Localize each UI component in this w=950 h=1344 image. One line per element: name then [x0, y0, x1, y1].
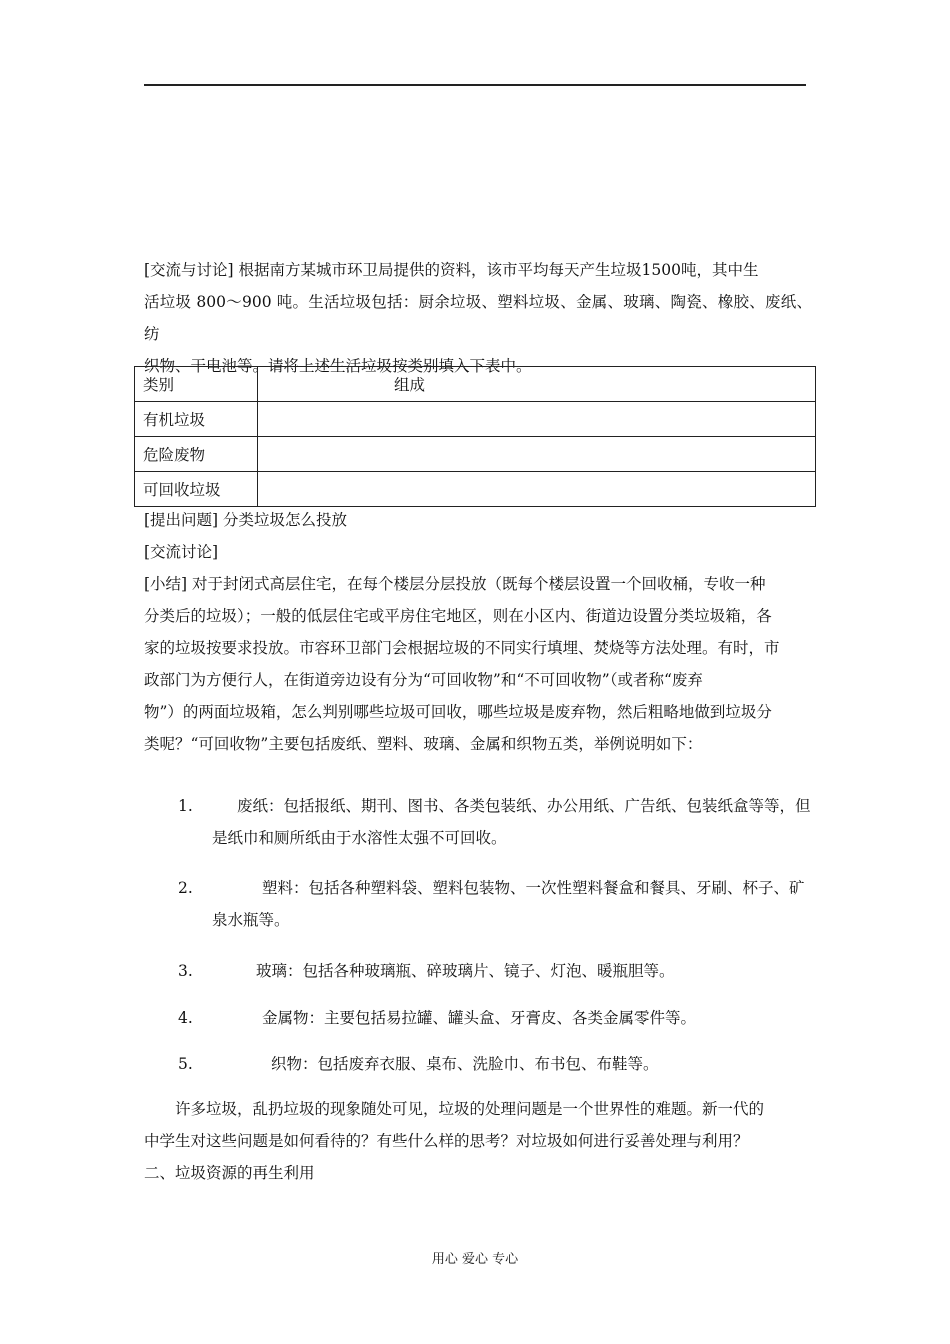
summary-line: [小结] 对于封闭式高层住宅，在每个楼层分层投放（既每个楼层设置一个回收桶，专收一种	[144, 575, 766, 593]
list-number: 3.	[178, 962, 193, 980]
row-category: 可回收垃圾	[135, 472, 258, 507]
list-text: 泉水瓶等。	[212, 911, 290, 929]
list-text: 是纸巾和厕所纸由于水溶性太强不可回收。	[212, 829, 507, 847]
list-number: 2.	[178, 879, 193, 897]
header-category: 类别	[135, 367, 258, 402]
list-number: 1.	[178, 797, 193, 815]
closing-line: 许多垃圾，乱扔垃圾的现象随处可见，垃圾的处理问题是一个世界性的难题。新一代的	[175, 1100, 765, 1118]
question-line: [提出问题] 分类垃圾怎么投放	[144, 511, 348, 529]
list-text: 玻璃：包括各种玻璃瓶、碎玻璃片、镜子、灯泡、暖瓶胆等。	[256, 962, 675, 980]
list-text: 塑料：包括各种塑料袋、塑料包装物、一次性塑料餐盒和餐具、牙刷、杯子、矿	[262, 879, 805, 897]
closing-line: 中学生对这些问题是如何看待的？有些什么样的思考？对垃圾如何进行妥善处理与利用？	[144, 1132, 749, 1150]
intro-line-2: 活垃圾 800～900 吨。生活垃圾包括：厨余垃圾、塑料垃圾、金属、玻璃、陶瓷、橡胶、废纸、纺	[144, 293, 812, 343]
row-composition	[258, 437, 816, 472]
header-composition: 组成	[258, 367, 816, 402]
summary-line: 类呢？“可回收物”主要包括废纸、塑料、玻璃、金属和织物五类，举例说明如下：	[144, 735, 703, 753]
intro-line-3: 织物、干电池等。请将上述生活垃圾按类别填入下表中。	[144, 357, 532, 375]
classification-table	[134, 366, 816, 507]
intro-line-1: 根据南方某城市环卫局提供的资料，该市平均每天产生垃圾1500吨，其中生	[238, 261, 759, 279]
intro-paragraph	[144, 254, 812, 382]
list-text: 金属物：主要包括易拉罐、罐头盒、牙膏皮、各类金属零件等。	[262, 1009, 697, 1027]
list-text: 废纸：包括报纸、期刊、图书、各类包装纸、办公用纸、广告纸、包装纸盒等等，但	[237, 797, 811, 815]
row-composition	[258, 472, 816, 507]
summary-line: 家的垃圾按要求投放。市容环卫部门会根据垃圾的不同实行填埋、焚烧等方法处理。有时，市	[144, 639, 780, 657]
summary-line: 物”）的两面垃圾箱，怎么判别哪些垃圾可回收，哪些垃圾是废弃物，然后粗略地做到垃圾分	[144, 703, 772, 721]
row-category: 危险废物	[135, 437, 258, 472]
discussion-section	[144, 504, 812, 760]
table-row	[135, 402, 816, 437]
section-heading: 二、垃圾资源的再生利用	[144, 1164, 315, 1182]
row-composition	[258, 402, 816, 437]
page-footer: 用心 爱心 专心	[431, 1252, 519, 1267]
list-text: 织物：包括废弃衣服、桌布、洗脸巾、布书包、布鞋等。	[271, 1055, 659, 1073]
table-header-row	[135, 367, 816, 402]
table-row	[135, 472, 816, 507]
header-rule	[144, 84, 806, 86]
summary-line: 分类后的垃圾）；一般的低层住宅或平房住宅地区，则在小区内、街道边设置分类垃圾箱，各	[144, 607, 772, 625]
discussion-line: [交流讨论]	[144, 543, 219, 561]
summary-line: 政部门为方便行人，在街道旁边设有分为“可回收物”和“不可回收物”（或者称“废弃	[144, 671, 703, 689]
closing-section	[144, 1093, 812, 1189]
intro-tag: [交流与讨论]	[144, 261, 234, 279]
table-row	[135, 437, 816, 472]
list-number: 4.	[178, 1009, 193, 1027]
list-number: 5.	[178, 1055, 193, 1073]
row-category: 有机垃圾	[135, 402, 258, 437]
